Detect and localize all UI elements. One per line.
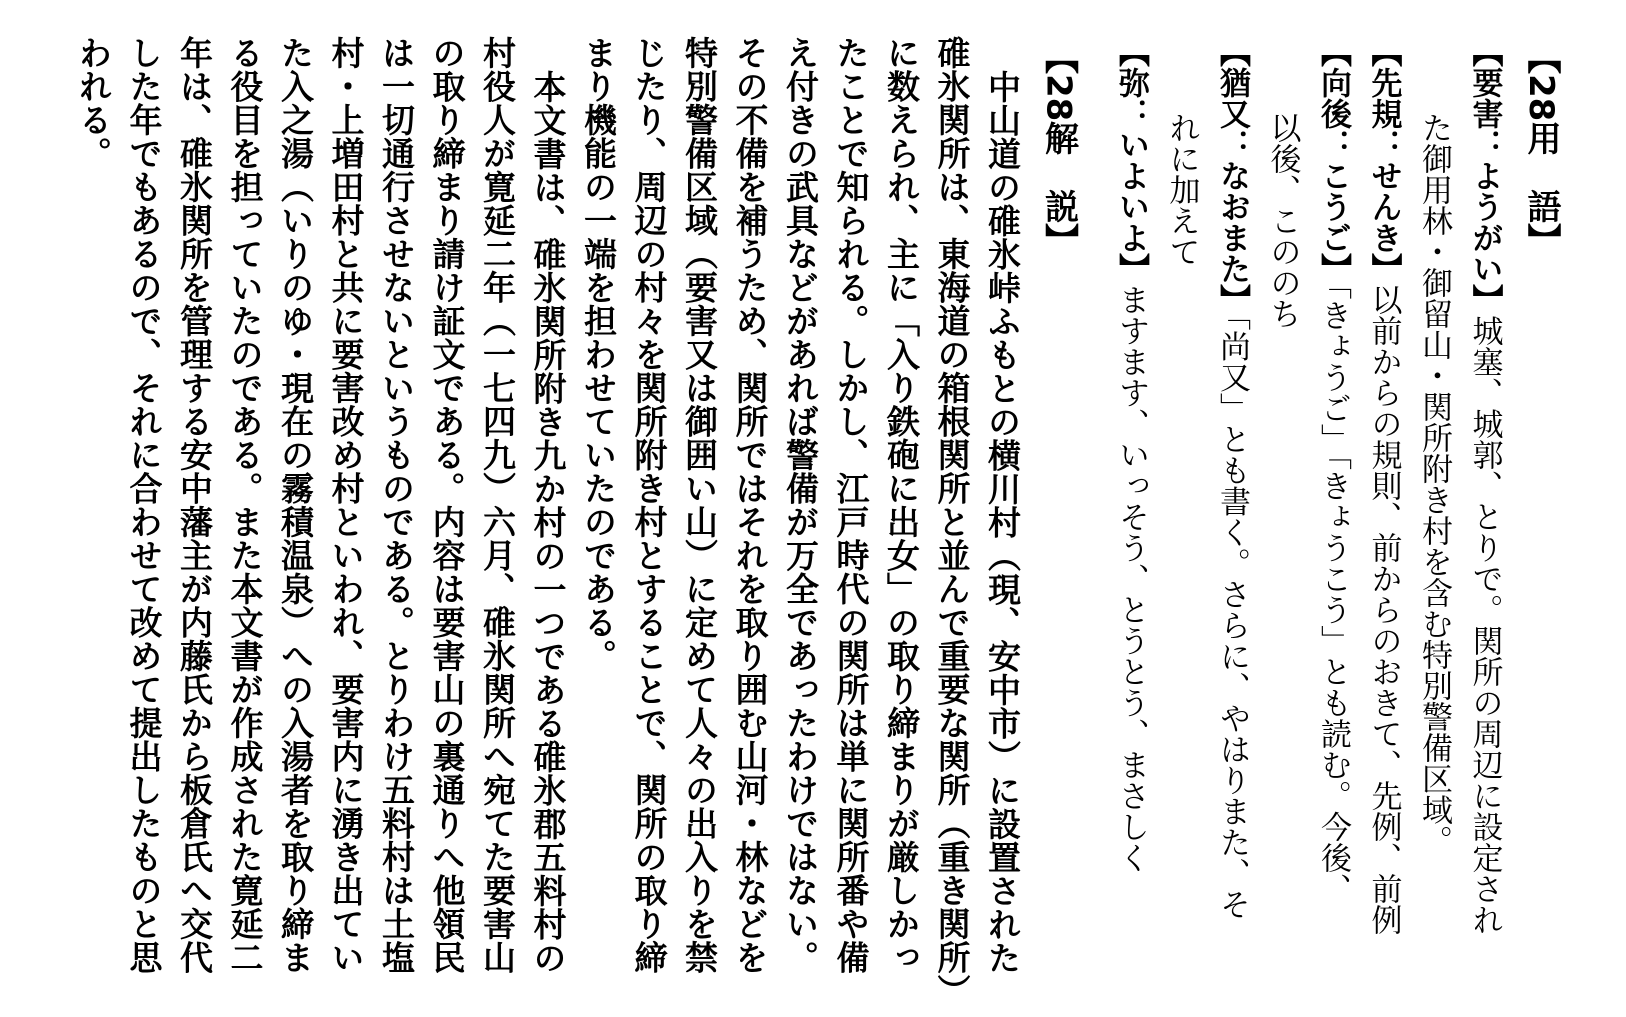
- glossary-definition: 以前からの規則、前からのおきて、先例、前例: [1365, 284, 1402, 935]
- commentary-line: は一切通行させないというものである。とりわけ五料村は土塩: [377, 36, 416, 974]
- glossary-entry-1-continuation: た御用林・御留山・関所附き村を含む特別警備区域。: [1416, 112, 1452, 856]
- commentary-line: 村役人が寛延二年（一七四九）六月、碓氷関所へ宛てた要害山: [478, 36, 517, 974]
- glossary-entry-3-continuation: 以後、こののち: [1264, 112, 1301, 329]
- commentary-line: の取り締まり請け証文である。内容は要害山の裏通りへ他領民: [427, 36, 467, 974]
- commentary-line: した年でもあるので、それに合わせて改めて提出したものと思: [124, 36, 164, 974]
- glossary-definition: 「尚又」とも書く。さらに、やはりまた、そ: [1214, 315, 1250, 920]
- glossary-term: 【猶又：なおまた】: [1214, 36, 1250, 315]
- commentary-line: る役目を担っていたのである。また本文書が作成された寛延二: [225, 36, 265, 974]
- glossary-entry-5: [1106, 36, 1157, 983]
- glossary-heading: 【28用 語】: [1521, 40, 1561, 258]
- glossary-definition: 「きょうご」「きょうこう」とも読む。今後、: [1315, 284, 1351, 904]
- glossary-entry-2: [1358, 36, 1409, 983]
- commentary-line: 碓氷関所は、東海道の箱根関所と並んで重要な関所（重き関所）: [932, 36, 972, 1008]
- commentary-line: 年は、碓氷関所を管理する安中藩主が内藤氏から板倉氏へ交代: [175, 36, 214, 974]
- glossary-term: 【先規：せんき】: [1365, 36, 1402, 284]
- glossary-term: 【弥：いよいよ】: [1113, 36, 1149, 284]
- glossary-entry-4-continuation: れに加えて: [1163, 112, 1200, 267]
- commentary-line: まり機能の一端を担わせていたのである。: [579, 36, 618, 673]
- glossary-entry-4: [1207, 36, 1258, 983]
- commentary-line: われる。: [74, 36, 113, 170]
- commentary-line: に数えられ、主に「入り鉄砲に出女」の取り締まりが厳しかっ: [882, 36, 921, 974]
- commentary-line: 本文書は、碓氷関所附き九か村の一つである碓氷郡五料村の: [528, 70, 568, 975]
- section-spacer: [1084, 36, 1106, 983]
- commentary-line: 村・上増田村と共に要害改め村といわれ、要害内に湧き出てい: [326, 36, 366, 974]
- commentary-heading: 【28解 説】: [1038, 40, 1079, 258]
- commentary-line: その不備を補うため、関所ではそれを取り囲む山河・林などを: [730, 36, 770, 974]
- glossary-entry-1: [1459, 36, 1510, 983]
- commentary-line: え付きの武具などがあれば警備が万全であったわけではない。: [781, 36, 820, 974]
- commentary-line: たことで知られる。しかし、江戸時代の関所は単に関所番や備: [831, 36, 871, 974]
- commentary-line: 中山道の碓氷峠ふもとの横川村（現、安中市）に設置された: [983, 70, 1022, 975]
- glossary-term: 【向後：こうご】: [1315, 36, 1351, 284]
- commentary-line: じたり、周辺の村々を関所附き村とすることで、関所の取り締: [629, 36, 669, 974]
- glossary-definition: ますます、いっそう、とうとう、まさしく: [1113, 284, 1149, 873]
- glossary-entry-3: [1308, 36, 1359, 983]
- glossary-definition: 城塞、城郭、とりで。関所の周辺に設定され: [1466, 315, 1503, 935]
- glossary-term: 【要害：ようがい】: [1466, 36, 1503, 315]
- commentary-line: 特別警備区域（要害又は御囲い山）に定めて人々の出入りを禁: [680, 36, 719, 974]
- commentary-line: た入之湯（いりのゆ・現在の霧積温泉）への入湯者を取り締ま: [276, 36, 315, 974]
